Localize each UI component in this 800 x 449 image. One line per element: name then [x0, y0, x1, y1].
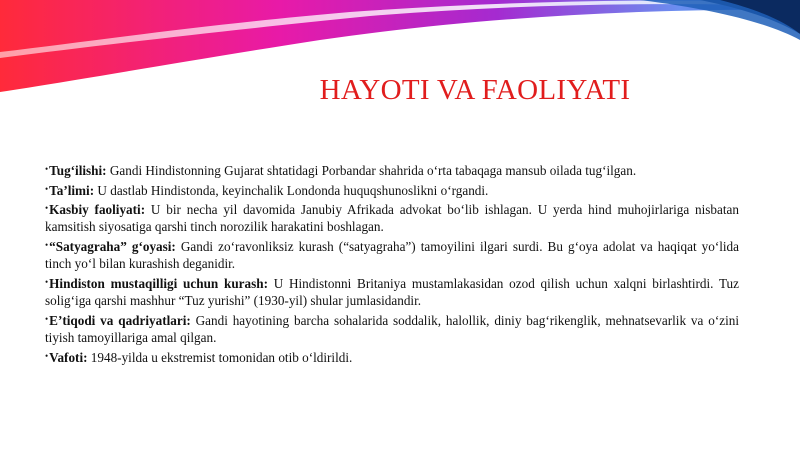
bullet-item-satyagraha — [45, 237, 739, 273]
bullet-glyph: • — [45, 276, 49, 287]
item-label: Tug‘ilishi: — [49, 163, 107, 178]
item-label: E’tiqodi va qadriyatlari: — [49, 312, 191, 328]
item-label: Ta’limi: — [49, 182, 95, 198]
bullet-glyph: • — [45, 240, 49, 251]
bullet-glyph: • — [45, 183, 49, 194]
bullet-glyph: • — [45, 203, 49, 214]
item-text: 1948-yilda u ekstremist tomonidan otib o‘ldirildi. — [87, 349, 353, 365]
item-text: U Hindistonni Britaniya mustamlakasidan ozod qilish uchun xalqni birlashtirdi. Tuz solig‘iga qarshi mashhur “Tuz yurishi” (1930-yil) shular jumlasidandir. — [45, 275, 739, 309]
bullet-item-independence — [45, 274, 739, 310]
item-text: Gandi Hindistonning Gujarat shtatidagi Porbandar shahrida o‘rta tabaqaga mansub oilada tug‘ilgan. — [106, 163, 637, 178]
item-label: Hindiston mustaqilligi uchun kurash: — [49, 275, 268, 291]
item-text: U dastlab Hindistonda, keyinchalik Londonda huquqshunoslikni o‘rgandi. — [94, 182, 489, 198]
item-text: Gandi hayotining barcha sohalarida soddalik, halollik, diniy bag‘rikenglik, mehnatsevarlik va o‘zini tiyish tamoyillariga amal qilgan. — [45, 312, 739, 346]
bullet-glyph: • — [45, 350, 49, 361]
item-label: Vafoti: — [49, 349, 88, 365]
item-text: U bir necha yil davomida Janubiy Afrikada advokat bo‘lib ishlagan. U yerda hind muhojirlariga nisbatan kamsitish siyosatiga qarshi tinch norozilik harakatini boshlagan. — [45, 202, 739, 235]
bullet-item-death — [45, 348, 739, 366]
item-label: “Satyagraha” g‘oyasi: — [49, 239, 176, 255]
bullet-glyph: • — [45, 164, 49, 174]
item-label: Kasbiy faoliyati: — [49, 202, 146, 218]
bullet-item-beliefs — [45, 311, 739, 347]
bullet-item-career — [45, 200, 739, 236]
bullet-item-education — [45, 181, 739, 199]
slide-title: HAYOTI VA FAOLIYATI — [319, 74, 631, 106]
item-text: Gandi zo‘ravonliksiz kurash (“satyagraha”) tamoyilini ilgari surdi. Bu g‘oya adolat va haqiqat yo‘lida tinch yo‘l bilan kurashish deganidir. — [45, 239, 739, 272]
bullet-glyph: • — [45, 313, 49, 324]
slide-body — [45, 161, 739, 367]
bullet-item-birth — [45, 161, 739, 179]
